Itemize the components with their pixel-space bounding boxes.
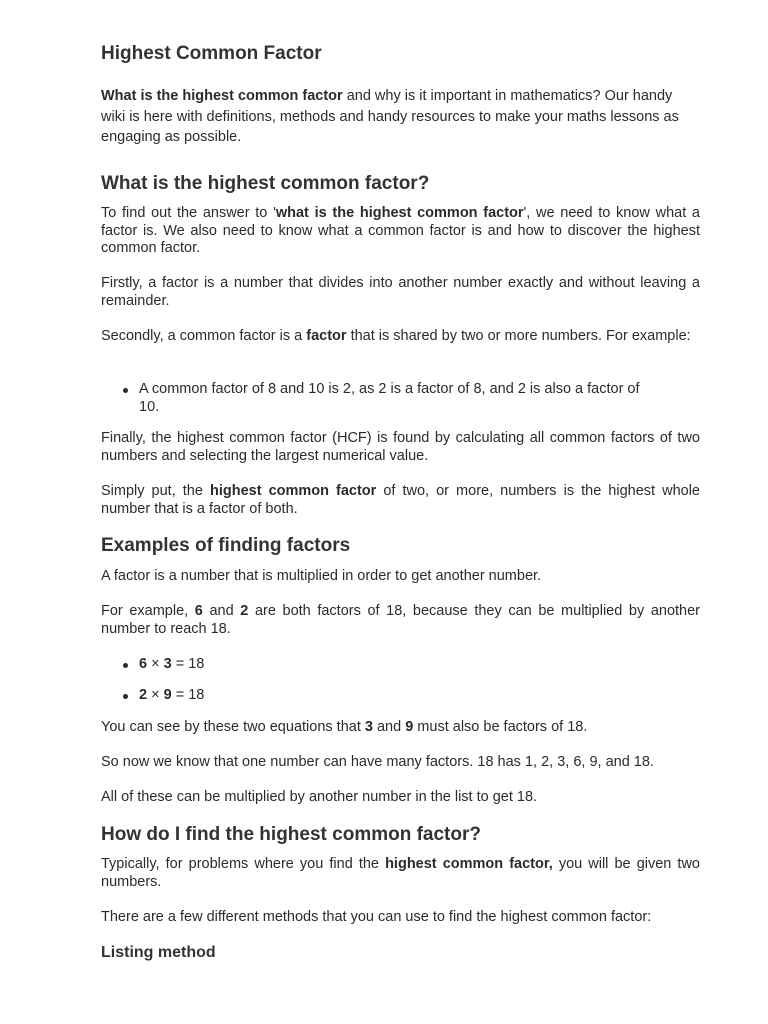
bold-span: 6 <box>194 603 203 619</box>
subheading-listing-method: Listing method <box>101 944 216 961</box>
text-span: are both factors of 18, because they can be multiplied by another number to reach 18. <box>101 603 701 637</box>
text-span: × <box>147 656 164 672</box>
bold-span: 3 <box>163 656 172 672</box>
bold-span: 2 <box>240 603 249 619</box>
text-span: you will be given two numbers. <box>101 856 700 890</box>
text-span: × <box>147 686 164 703</box>
text-span: Typically, for problems where you find the <box>101 856 386 872</box>
intro-paragraph <box>101 86 700 148</box>
common-factor-example-list <box>101 381 661 416</box>
text-span: Simply put, the <box>101 483 210 499</box>
equation-item <box>101 687 661 705</box>
paragraph-finally-hcf: Finally, the highest common factor (HCF) is found by calculating all common factors of two numbers and selecting the largest numerical value. <box>101 430 700 464</box>
paragraph-for-example <box>101 603 700 638</box>
equation-item <box>101 656 661 674</box>
text-span: and <box>372 719 406 735</box>
bold-span: highest common factor <box>209 483 377 499</box>
text-span: You can see by these two equations that <box>101 719 365 735</box>
text-span: To find out the answer to ' <box>101 205 276 221</box>
text-span: For example, <box>101 603 195 619</box>
bold-span: highest common factor, <box>385 856 553 872</box>
page-title: Highest Common Factor <box>101 43 322 64</box>
text-span: = 18 <box>171 686 205 703</box>
bold-span: 2 <box>139 686 148 703</box>
text-span: that is shared by two or more numbers. For example: <box>346 328 691 344</box>
text-span: Secondly, a common factor is a <box>101 328 307 344</box>
paragraph-simply-put <box>101 483 700 518</box>
text-span: of two, or more, numbers is the highest whole number that is a factor of both. <box>101 483 700 517</box>
paragraph-you-can-see <box>101 719 700 737</box>
list-item: A common factor of 8 and 10 is 2, as 2 is a factor of 8, and 2 is also a factor of 10. <box>101 381 661 416</box>
section-heading-examples: Examples of finding factors <box>101 535 351 556</box>
intro-bold: What is the highest common factor <box>101 88 343 104</box>
bold-span: 9 <box>405 719 414 735</box>
text-span: and <box>202 603 241 619</box>
equation-list <box>101 656 661 704</box>
text-span: = 18 <box>171 656 205 672</box>
paragraph-typically <box>101 856 700 891</box>
text-span: ', we need to know what a factor is. We also need to know what a common factor is and how to discover the highest common factor. <box>101 205 700 256</box>
bold-span: what is the highest common factor <box>275 205 524 221</box>
bold-span: 6 <box>139 656 148 672</box>
section-heading-how-to-find: How do I find the highest common factor? <box>101 824 481 845</box>
paragraph-many-factors: So now we know that one number can have many factors. 18 has 1, 2, 3, 6, 9, and 18. <box>101 754 654 770</box>
bold-span: factor <box>306 328 347 344</box>
paragraph-few-methods: There are a few different methods that you can use to find the highest common factor: <box>101 909 652 925</box>
bold-span: 9 <box>163 686 172 703</box>
paragraph-factor-multiplied: A factor is a number that is multiplied in order to get another number. <box>101 568 542 584</box>
paragraph-find-answer <box>101 205 700 258</box>
paragraph-common-factor <box>101 328 700 346</box>
section-heading-what-is-hcf: What is the highest common factor? <box>101 173 430 194</box>
bold-span: 3 <box>364 719 373 735</box>
paragraph-factor-definition: Firstly, a factor is a number that divides into another number exactly and without leaving a remainder. <box>101 275 700 309</box>
intro-text: and why is it important in mathematics? Our handy wiki is here with definitions, methods and handy resources to make your maths lessons as engaging as possible. <box>101 88 679 145</box>
text-span: must also be factors of 18. <box>413 719 588 735</box>
paragraph-all-multiplied: All of these can be multiplied by another number in the list to get 18. <box>101 789 538 805</box>
